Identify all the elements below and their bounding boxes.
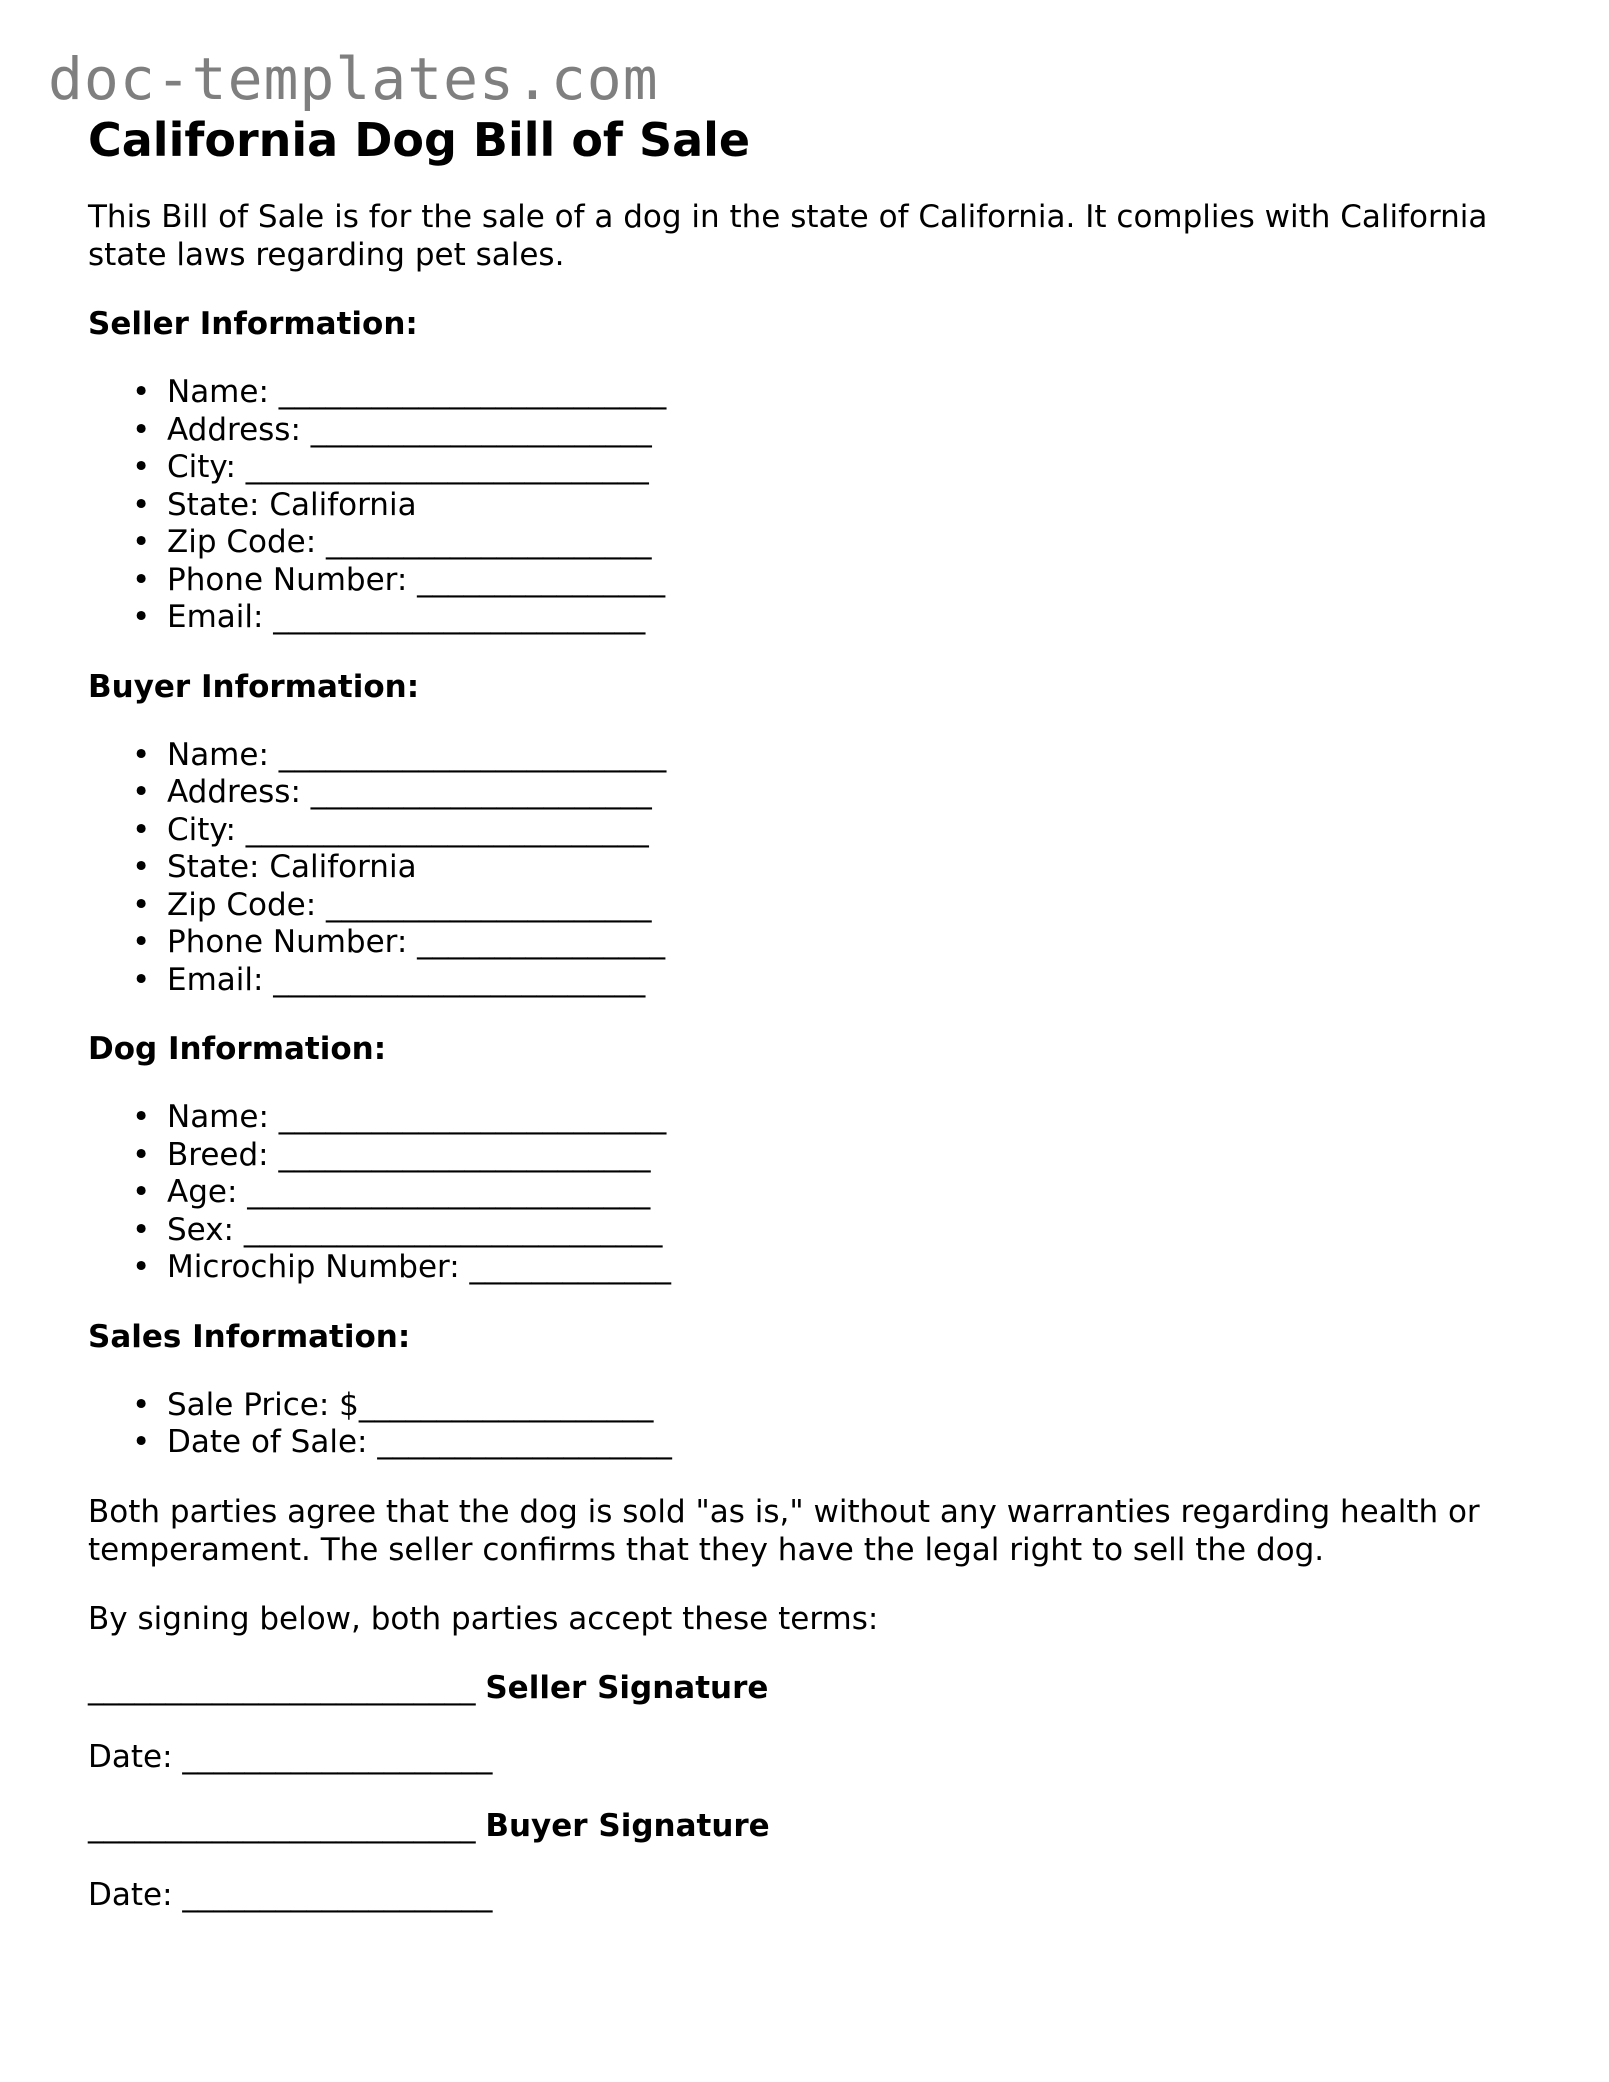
bullet: • — [132, 774, 151, 810]
buyer-city-field: • City: __________________________ — [132, 811, 649, 848]
bullet: • — [132, 486, 151, 523]
buyer-signature-line — [88, 1807, 1528, 1845]
buyer-state-field: • State: California — [132, 849, 417, 885]
seller-name-field: • Name: _________________________ — [132, 374, 667, 410]
seller-email-field: • Email: ________________________ — [132, 599, 646, 635]
bullet: • — [132, 1249, 151, 1285]
seller-zip-field: • Zip Code: _____________________ — [132, 524, 652, 560]
dog-field-list — [88, 1099, 1528, 1287]
dog-age-field: • Age: __________________________ — [132, 1174, 651, 1210]
buyer-section-heading: Buyer Information: — [88, 668, 420, 705]
dog-sex-field: • Sex: ___________________________ — [132, 1211, 663, 1248]
bullet: • — [132, 449, 151, 485]
bullet: • — [132, 1099, 151, 1135]
bullet: • — [132, 374, 151, 410]
bullet: • — [132, 599, 151, 635]
sale-date-field: • Date of Sale: ___________________ — [132, 1424, 672, 1460]
buyer-date-line: Date: ____________________ — [88, 1876, 493, 1913]
seller-address-field: • Address: ______________________ — [132, 411, 652, 448]
seller-section-heading: Seller Information: — [88, 306, 418, 342]
terms-paragraph: Both parties agree that the dog is sold "as is," without any warranties regarding health or temperament. The seller confirms that they have the legal right to sell the dog. — [88, 1493, 1480, 1568]
buyer-name-field: • Name: _________________________ — [132, 736, 667, 773]
document-title: California Dog Bill of Sale — [88, 113, 751, 167]
document-body — [88, 112, 1528, 1945]
dog-microchip-field: • Microchip Number: _____________ — [132, 1249, 672, 1285]
acceptance-paragraph: By signing below, both parties accept these terms: — [88, 1600, 879, 1637]
buyer-signature-label: Buyer Signature — [485, 1807, 770, 1844]
seller-city-field: • City: __________________________ — [132, 449, 649, 485]
bullet: • — [132, 924, 151, 960]
sales-section-heading: Sales Information: — [88, 1318, 411, 1355]
buyer-address-field: • Address: ______________________ — [132, 774, 652, 810]
dog-breed-field: • Breed: ________________________ — [132, 1136, 651, 1173]
bullet: • — [132, 1211, 151, 1248]
sales-field-list — [88, 1387, 1528, 1462]
bullet: • — [132, 1386, 151, 1423]
buyer-phone-field: • Phone Number: ________________ — [132, 924, 666, 960]
dog-name-field: • Name: _________________________ — [132, 1099, 667, 1135]
bullet: • — [132, 1174, 151, 1210]
seller-field-list — [88, 374, 1528, 637]
intro-paragraph: This Bill of Sale is for the sale of a dog in the state of California. It complies with California state laws regarding pet sales. — [88, 199, 1488, 273]
bullet: • — [132, 811, 151, 848]
dog-section-heading: Dog Information: — [88, 1031, 387, 1067]
bullet: • — [132, 886, 151, 923]
buyer-email-field: • Email: ________________________ — [132, 961, 646, 998]
bullet: • — [132, 961, 151, 998]
buyer-field-list — [88, 737, 1528, 1000]
bullet: • — [132, 1424, 151, 1460]
bullet: • — [132, 524, 151, 560]
seller-signature-label: Seller Signature — [485, 1669, 769, 1706]
bullet: • — [132, 736, 151, 773]
signature-blank: _________________________ — [88, 1669, 476, 1706]
buyer-zip-field: • Zip Code: _____________________ — [132, 886, 652, 923]
seller-phone-field: • Phone Number: ________________ — [132, 561, 666, 598]
seller-state-field: • State: California — [132, 486, 417, 523]
watermark: doc-templates.com — [48, 45, 659, 113]
seller-signature-line — [88, 1669, 1528, 1707]
bullet: • — [132, 849, 151, 885]
bullet: • — [132, 1136, 151, 1173]
signature-blank: _________________________ — [88, 1807, 476, 1844]
bullet: • — [132, 411, 151, 448]
sale-price-field: • Sale Price: $___________________ — [132, 1386, 654, 1423]
seller-date-line: Date: ____________________ — [88, 1738, 493, 1775]
bullet: • — [132, 561, 151, 598]
